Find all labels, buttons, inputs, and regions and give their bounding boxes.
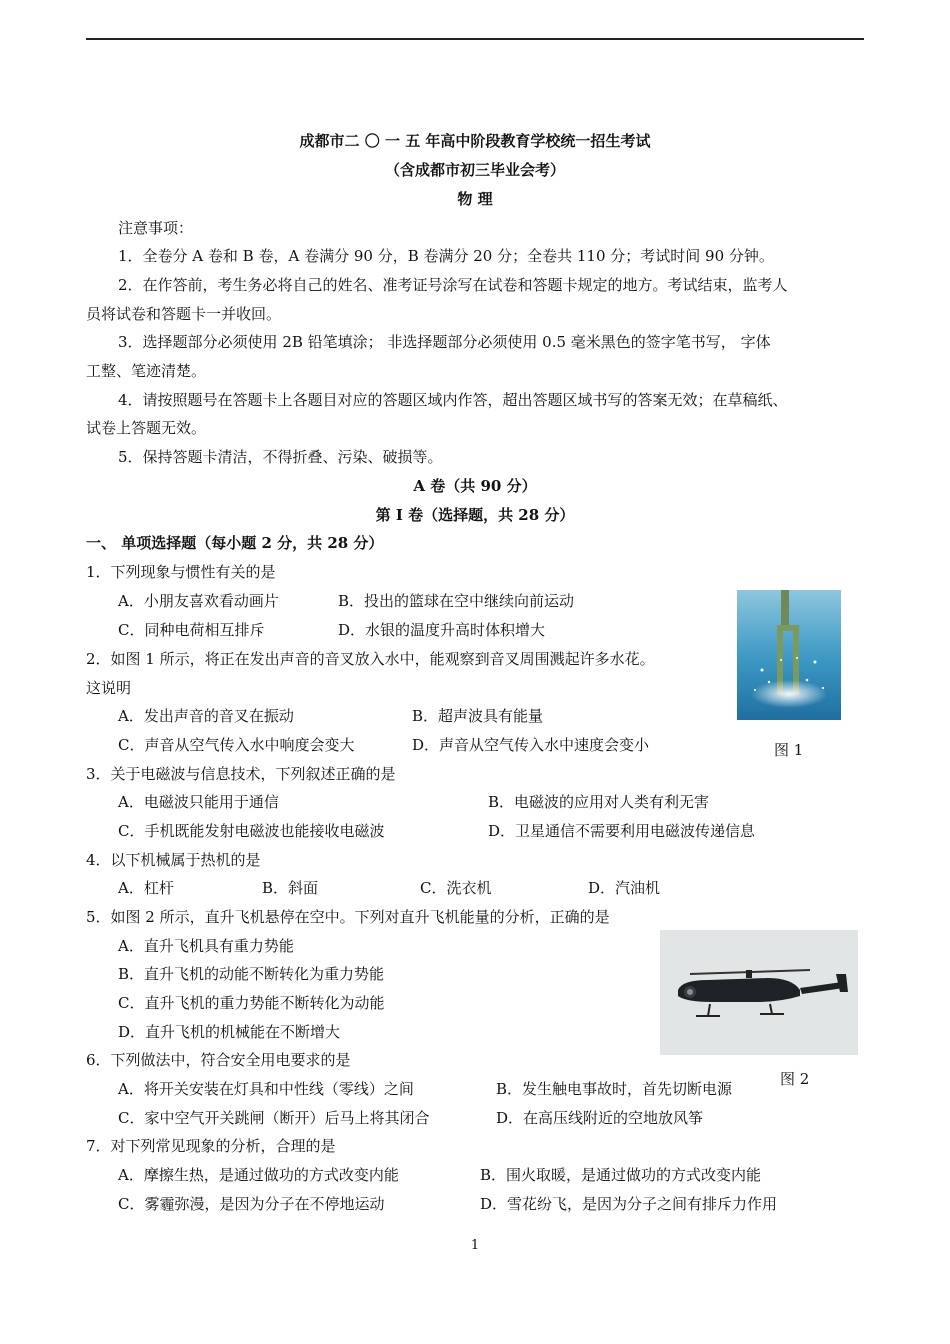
section-a1: 第 I 卷（选择题，共 28 分）	[375, 506, 575, 524]
q5-stem: 5．如图 2 所示，直升飞机悬停在空中。下列对直升飞机能量的分析，正确的是	[86, 908, 610, 926]
q3-option-a: A．电磁波只能用于通信	[118, 793, 279, 811]
q6-option-b: B．发生触电事故时，首先切断电源	[496, 1080, 733, 1098]
q5-option-c: C．直升飞机的重力势能不断转化为动能	[118, 994, 385, 1012]
q4-option-d: D．汽油机	[588, 879, 661, 897]
q1-option-b: B．投出的篮球在空中继续向前运动	[338, 592, 575, 610]
notice-item: 工整、笔迹清楚。	[86, 362, 207, 380]
q2-stem: 2．如图 1 所示，将正在发出声音的音叉放入水中，能观察到音叉周围溅起许多水花。	[86, 650, 655, 668]
notice-item: 4．请按照题号在答题卡上各题目对应的答题区域内作答，超出答题区域书写的答案无效；在草稿纸、	[118, 391, 788, 409]
q1-option-d: D．水银的温度升高时体积增大	[338, 621, 546, 639]
notice-item: 员将试卷和答题卡一并收回。	[86, 305, 282, 323]
part1-heading: 一、 单项选择题（每小题 2 分，共 28 分）	[86, 534, 384, 552]
q3-option-c: C．手机既能发射电磁波也能接收电磁波	[118, 822, 385, 840]
q7-option-b: B．围火取暖，是通过做功的方式改变内能	[480, 1166, 762, 1184]
figure1-tuning-fork-image	[737, 590, 841, 720]
q3-option-d: D．卫星通信不需要利用电磁波传递信息	[488, 822, 756, 840]
exam-subtitle: （含成都市初三毕业会考）	[384, 161, 565, 179]
q7-option-c: C．雾霾弥漫，是因为分子在不停地运动	[118, 1195, 385, 1213]
q6-option-d: D．在高压线附近的空地放风筝	[496, 1109, 704, 1127]
top-rule	[86, 38, 864, 40]
q7-option-a: A．摩擦生热，是通过做功的方式改变内能	[118, 1166, 399, 1184]
q1-stem: 1．下列现象与惯性有关的是	[86, 563, 276, 581]
figure1-caption: 图 1	[774, 741, 804, 759]
q4-option-a: A．杠杆	[118, 879, 174, 897]
exam-title: 成都市二 〇 一 五 年高中阶段教育学校统一招生考试	[299, 132, 651, 150]
q4-stem: 4．以下机械属于热机的是	[86, 851, 261, 869]
q1-option-c: C．同种电荷相互排斥	[118, 621, 265, 639]
q6-stem: 6．下列做法中，符合安全用电要求的是	[86, 1051, 351, 1069]
q7-stem: 7．对下列常见现象的分析，合理的是	[86, 1137, 336, 1155]
q2-option-d: D．声音从空气传入水中速度会变小	[412, 736, 650, 754]
q7-option-d: D．雪花纷飞，是因为分子之间有排斥力作用	[480, 1195, 778, 1213]
q3-stem: 3．关于电磁波与信息技术，下列叙述正确的是	[86, 765, 396, 783]
exam-subject: 物 理	[457, 190, 493, 208]
q2-option-b: B．超声波具有能量	[412, 707, 544, 725]
q6-option-c: C．家中空气开关跳闸（断开）后马上将其闭合	[118, 1109, 430, 1127]
notice-heading: 注意事项：	[118, 219, 194, 237]
section-a: A 卷（共 90 分）	[413, 477, 537, 495]
q3-option-b: B．电磁波的应用对人类有利无害	[488, 793, 710, 811]
q2-stem-continued: 这说明	[86, 679, 132, 697]
q6-option-a: A．将开关安装在灯具和中性线（零线）之间	[118, 1080, 414, 1098]
q2-option-a: A．发出声音的音叉在振动	[118, 707, 294, 725]
notice-item: 1．全卷分 A 卷和 B 卷，A 卷满分 90 分，B 卷满分 20 分；全卷共 110 分；考试时间 90 分钟。	[118, 247, 774, 265]
notice-item: 2．在作答前，考生务必将自己的姓名、准考证号涂写在试卷和答题卡规定的地方。考试结束，监考人	[118, 276, 788, 294]
q5-option-b: B．直升飞机的动能不断转化为重力势能	[118, 965, 385, 983]
figure2-caption: 图 2	[780, 1070, 810, 1088]
notice-item: 5．保持答题卡清洁，不得折叠、污染、破损等。	[118, 448, 443, 466]
q2-option-c: C．声音从空气传入水中响度会变大	[118, 736, 355, 754]
notice-item: 3．选择题部分必须使用 2B 铅笔填涂； 非选择题部分必须使用 0.5 毫米黑色的签字笔书写， 字体	[118, 333, 771, 351]
q4-option-b: B．斜面	[262, 879, 319, 897]
q5-option-d: D．直升飞机的机械能在不断增大	[118, 1023, 341, 1041]
q5-option-a: A．直升飞机具有重力势能	[118, 937, 294, 955]
q1-option-a: A．小朋友喜欢看动画片	[118, 592, 279, 610]
notice-item: 试卷上答题无效。	[86, 419, 207, 437]
q4-option-c: C．洗衣机	[420, 879, 492, 897]
figure2-helicopter-image	[660, 930, 858, 1055]
page-number: 1	[470, 1238, 480, 1253]
